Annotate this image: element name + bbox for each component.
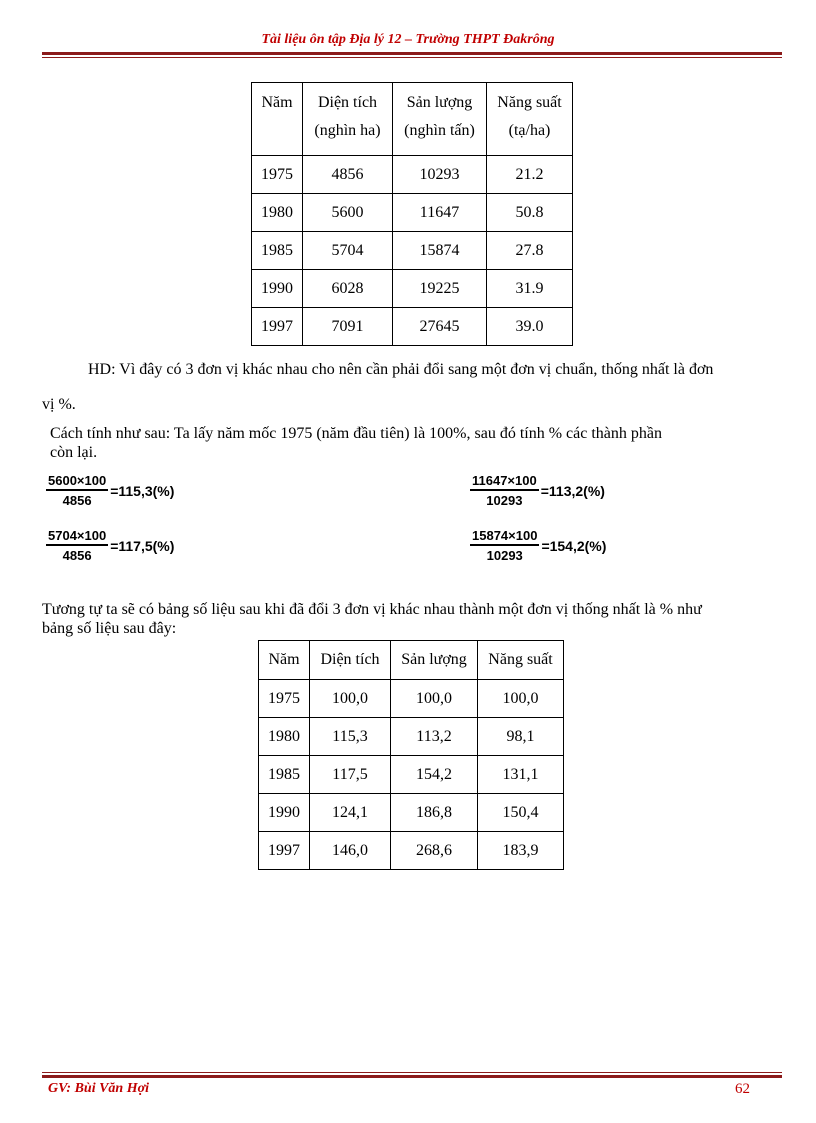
table-row	[252, 156, 573, 194]
table-row	[259, 832, 564, 870]
cell-year: 1975	[252, 156, 303, 194]
fraction	[46, 473, 108, 508]
table-row	[252, 194, 573, 232]
cell-yield: 39.0	[487, 308, 573, 346]
guide-line-2: vị %.	[42, 396, 76, 413]
cell-output: 15874	[393, 232, 487, 270]
page-number: 62	[735, 1081, 750, 1097]
cell-yield: 27.8	[487, 232, 573, 270]
table-row	[252, 270, 573, 308]
cell-area: 7091	[303, 308, 393, 346]
cell-area: 100,0	[310, 680, 391, 718]
cell-year: 1997	[259, 832, 310, 870]
cell-yield: 21.2	[487, 156, 573, 194]
method-line-2: còn lại.	[50, 444, 98, 461]
formula-output-1985	[470, 528, 606, 563]
fraction	[46, 528, 108, 563]
table-header-row	[259, 641, 564, 680]
header-output: Sản lượng (nghìn tấn)	[393, 83, 487, 156]
cell-yield: 131,1	[478, 756, 564, 794]
footer-rule-thick	[42, 1075, 782, 1078]
method-line-1: Cách tính như sau: Ta lấy năm mốc 1975 (năm đầu tiên) là 100%, sau đó tính % các thành phần	[50, 425, 662, 442]
cell-output: 113,2	[391, 718, 478, 756]
cell-year: 1980	[259, 718, 310, 756]
similar-line-2: bảng số liệu sau đây:	[42, 620, 177, 637]
fraction-numerator: 5704×100	[46, 528, 108, 546]
fraction-denominator: 4856	[62, 548, 92, 563]
table-row	[259, 680, 564, 718]
cell-yield: 98,1	[478, 718, 564, 756]
fraction-numerator: 11647×100	[470, 473, 539, 491]
header-output: Sản lượng	[391, 641, 478, 680]
cell-output: 268,6	[391, 832, 478, 870]
footer-rule-thin	[42, 1072, 782, 1073]
raw-data-table	[251, 82, 573, 346]
cell-output: 100,0	[391, 680, 478, 718]
fraction-numerator: 15874×100	[470, 528, 539, 546]
header-rule-thin	[42, 57, 782, 58]
cell-output: 11647	[393, 194, 487, 232]
cell-output: 186,8	[391, 794, 478, 832]
similar-line-1: Tương tự ta sẽ có bảng số liệu sau khi đã đổi 3 đơn vị khác nhau thành một đơn vị thống nhất là % như	[42, 601, 702, 618]
header-yield: Năng suất (tạ/ha)	[487, 83, 573, 156]
percent-data-table	[258, 640, 564, 870]
cell-area: 5600	[303, 194, 393, 232]
cell-year: 1990	[252, 270, 303, 308]
cell-area: 4856	[303, 156, 393, 194]
formula-area-1985	[46, 528, 174, 563]
cell-year: 1975	[259, 680, 310, 718]
cell-output: 19225	[393, 270, 487, 308]
cell-output: 10293	[393, 156, 487, 194]
cell-year: 1990	[259, 794, 310, 832]
header-area: Diện tích (nghìn ha)	[303, 83, 393, 156]
fraction	[470, 528, 539, 563]
fraction	[470, 473, 539, 508]
cell-yield: 50.8	[487, 194, 573, 232]
footer-author: GV: Bùi Văn Hợi	[48, 1081, 150, 1096]
fraction-result: =117,5(%)	[110, 537, 175, 554]
fraction-result: =113,2(%)	[540, 482, 605, 499]
cell-area: 117,5	[310, 756, 391, 794]
cell-area: 124,1	[310, 794, 391, 832]
table-row	[259, 756, 564, 794]
cell-area: 115,3	[310, 718, 391, 756]
header-area: Diện tích	[310, 641, 391, 680]
fraction-numerator: 5600×100	[46, 473, 108, 491]
table-row	[252, 232, 573, 270]
cell-yield: 100,0	[478, 680, 564, 718]
cell-year: 1985	[252, 232, 303, 270]
header-year: Năm	[259, 641, 310, 680]
header-yield: Năng suất	[478, 641, 564, 680]
cell-yield: 183,9	[478, 832, 564, 870]
fraction-result: =154,2(%)	[541, 537, 607, 554]
cell-area: 5704	[303, 232, 393, 270]
table-header-row	[252, 83, 573, 156]
fraction-result: =115,3(%)	[110, 482, 175, 499]
table-row	[252, 308, 573, 346]
cell-year: 1985	[259, 756, 310, 794]
cell-area: 146,0	[310, 832, 391, 870]
cell-output: 27645	[393, 308, 487, 346]
header-year: Năm	[252, 83, 303, 156]
cell-yield: 31.9	[487, 270, 573, 308]
header-rule-thick	[42, 52, 782, 55]
guide-line-1: HD: Vì đây có 3 đơn vị khác nhau cho nên cần phải đổi sang một đơn vị chuẩn, thống nhất là đơn	[88, 361, 714, 378]
table-row	[259, 794, 564, 832]
formula-area-1980	[46, 473, 174, 508]
fraction-denominator: 10293	[486, 548, 523, 563]
table-row	[259, 718, 564, 756]
cell-yield: 150,4	[478, 794, 564, 832]
formula-output-1980	[470, 473, 605, 508]
page-header-title: Tài liệu ôn tập Địa lý 12 – Trường THPT Đakrông	[261, 32, 555, 47]
fraction-denominator: 10293	[486, 493, 523, 508]
cell-output: 154,2	[391, 756, 478, 794]
cell-year: 1997	[252, 308, 303, 346]
cell-area: 6028	[303, 270, 393, 308]
fraction-denominator: 4856	[62, 493, 92, 508]
cell-year: 1980	[252, 194, 303, 232]
